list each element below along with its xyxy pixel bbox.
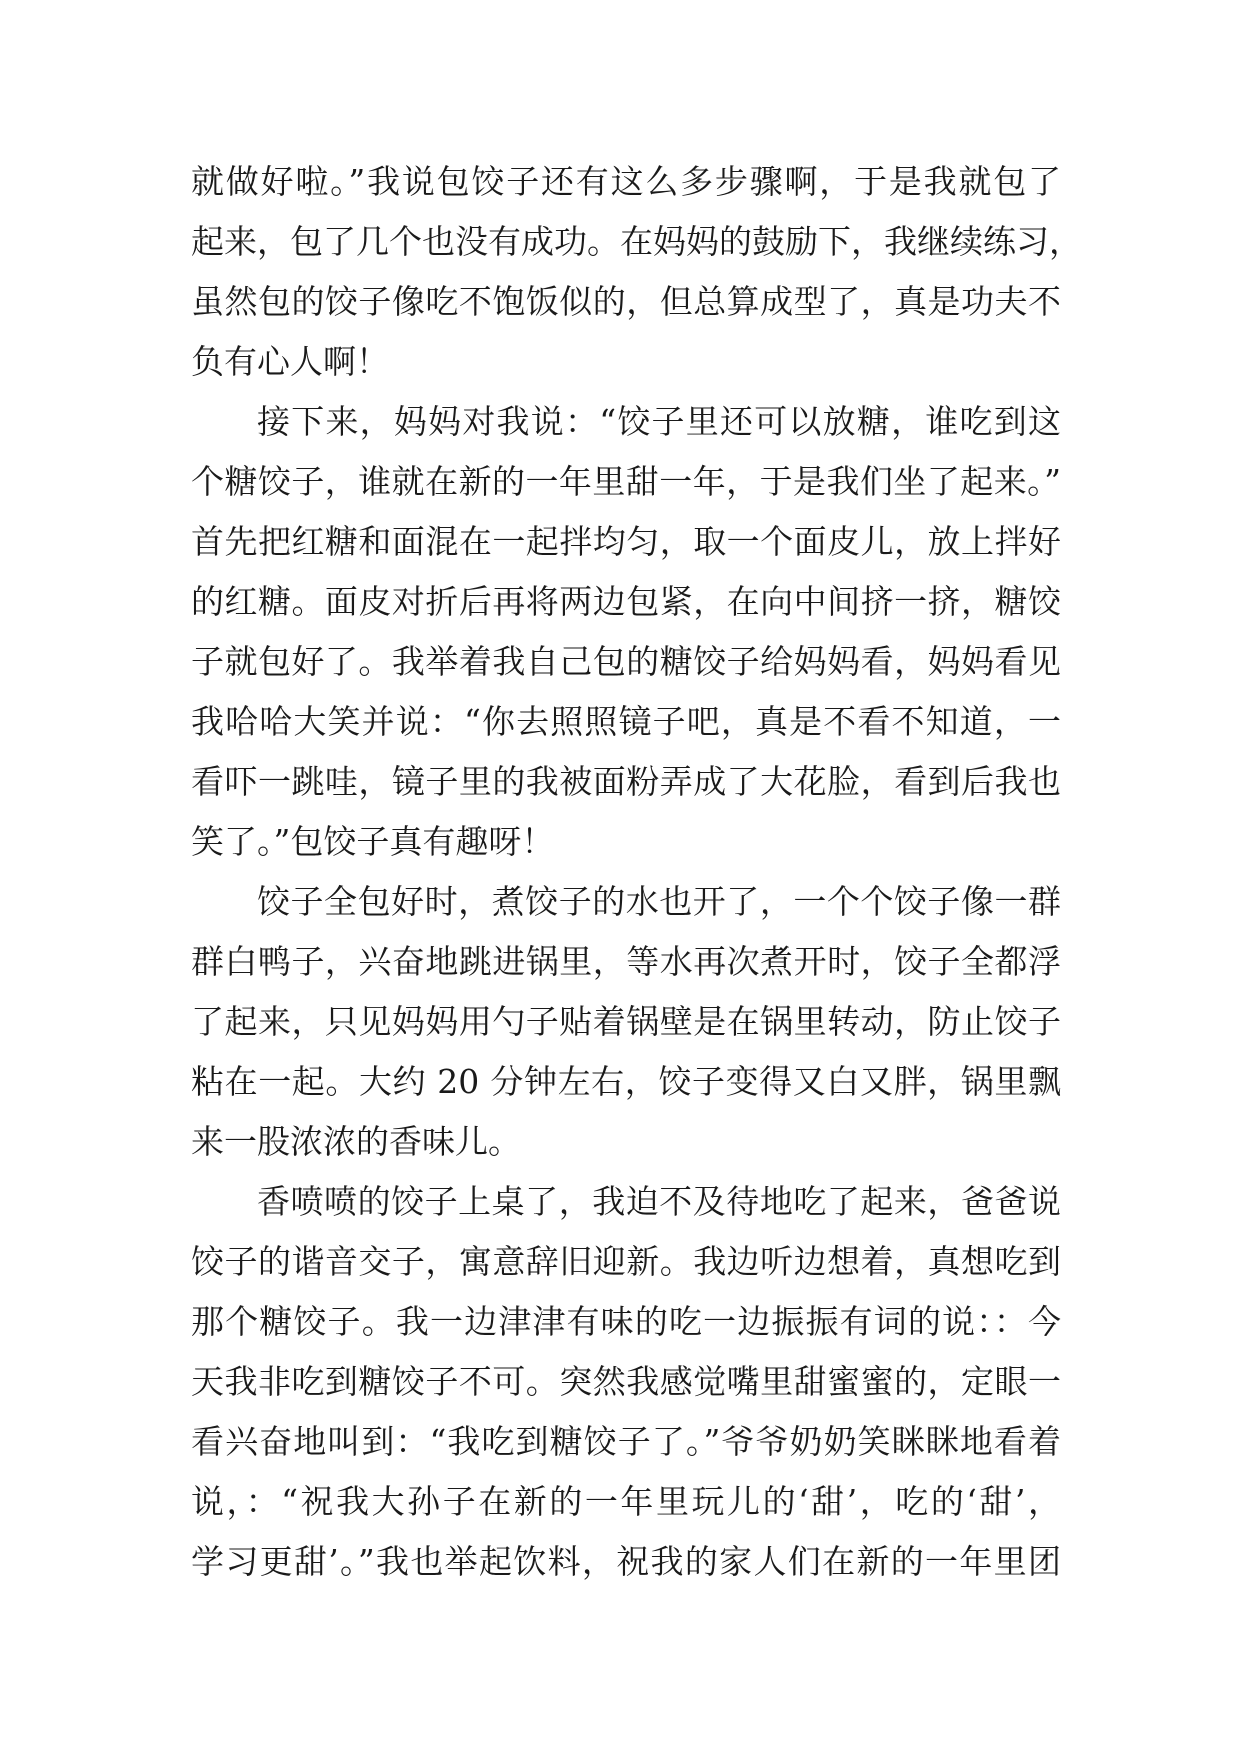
text-line: 学习更甜’。”我也举起饮料，祝我的家人们在新的一年里团 <box>191 1542 1061 1581</box>
text-line: 看兴奋地叫到：“我吃到糖饺子了。”爷爷奶奶笑眯眯地看着 <box>191 1422 1061 1461</box>
paragraph-first-line: 接下来，妈妈对我说：“饺子里还可以放糖，谁吃到这 <box>257 402 1061 441</box>
text-line: 看吓一跳哇，镜子里的我被面粉弄成了大花脸，看到后我也 <box>191 762 1061 801</box>
paragraph-first-line: 香喷喷的饺子上桌了，我迫不及待地吃了起来，爸爸说 <box>257 1182 1061 1221</box>
text-line: 来一股浓浓的香味儿。 <box>191 1122 521 1161</box>
text-line: 个糖饺子，谁就在新的一年里甜一年，于是我们坐了起来。” <box>191 462 1061 501</box>
text-line: 首先把红糖和面混在一起拌均匀，取一个面皮儿，放上拌好 <box>191 522 1061 561</box>
text-line: 天我非吃到糖饺子不可。突然我感觉嘴里甜蜜蜜的，定眼一 <box>191 1362 1061 1401</box>
text-line: 饺子的谐音交子，寓意辞旧迎新。我边听边想着，真想吃到 <box>191 1242 1061 1281</box>
text-line: 了起来，只见妈妈用勺子贴着锅壁是在锅里转动，防止饺子 <box>191 1002 1061 1041</box>
paragraph-first-line: 饺子全包好时，煮饺子的水也开了，一个个饺子像一群 <box>257 882 1061 921</box>
text-line: 粘在一起。大约 20 分钟左右，饺子变得又白又胖，锅里飘 <box>191 1062 1061 1101</box>
text-line: 的红糖。面皮对折后再将两边包紧，在向中间挤一挤，糖饺 <box>191 582 1061 621</box>
text-line: 笑了。”包饺子真有趣呀！ <box>191 822 555 861</box>
text-line: 那个糖饺子。我一边津津有味的吃一边振振有词的说：：今 <box>191 1302 1061 1341</box>
text-line: 说，：“祝我大孙子在新的一年里玩儿的‘甜’，吃的‘甜’， <box>191 1482 1061 1521</box>
document-body <box>191 152 1082 1592</box>
text-line: 我哈哈大笑并说：“你去照照镜子吧，真是不看不知道，一 <box>191 702 1061 741</box>
text-line: 起来，包了几个也没有成功。在妈妈的鼓励下，我继续练习， <box>191 222 1082 261</box>
text-line: 负有心人啊！ <box>191 342 389 381</box>
text-line: 就做好啦。”我说包饺子还有这么多步骤啊，于是我就包了 <box>191 162 1061 201</box>
text-line: 群白鸭子，兴奋地跳进锅里，等水再次煮开时，饺子全都浮 <box>191 942 1061 981</box>
text-line: 虽然包的饺子像吃不饱饭似的，但总算成型了，真是功夫不 <box>191 282 1061 321</box>
text-line: 子就包好了。我举着我自己包的糖饺子给妈妈看，妈妈看见 <box>191 642 1061 681</box>
